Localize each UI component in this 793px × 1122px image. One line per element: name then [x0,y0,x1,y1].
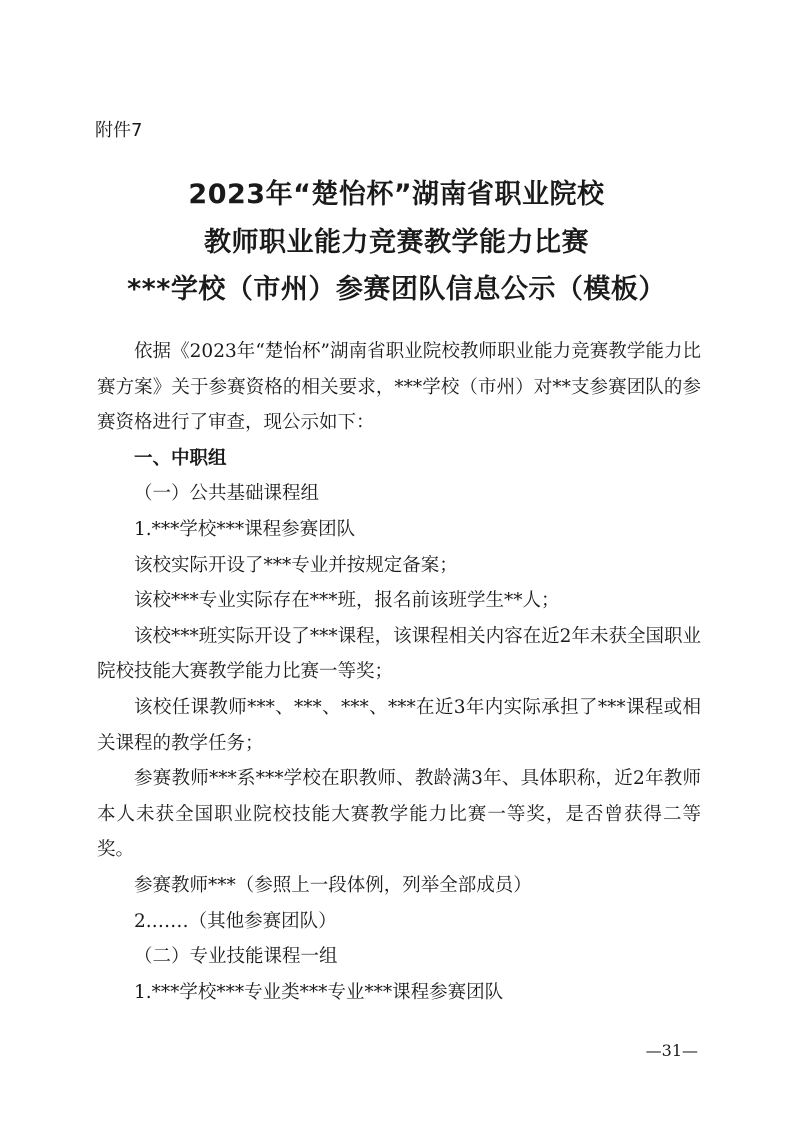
document-title-line-1: 2023年“楚怡杯”湖南省职业院校 [188,179,605,210]
paragraph-other-members: 参赛教师***（参照上一段体例，列举全部成员） [134,874,532,896]
paragraph-course-setup: 该校***班实际开设了***课程，该课程相关内容在近2年未获全国职业院校技能大赛教学能力比赛一等奖； [97,625,701,683]
subsection-heading-professional-skills: （二）专业技能课程一组 [134,946,338,968]
page-number: —31— [645,1041,698,1060]
paragraph-teacher-qualification: 参赛教师***系***学校在职教师、教龄满3年、具体职称，近2年教师本人未获全国职业院校技能大赛教学能力比赛一等奖，是否曾获得二等奖。 [97,768,701,861]
attachment-label: 附件7 [95,120,143,141]
document-title-line-2: 教师职业能力竞赛教学能力比赛 [204,227,589,258]
section-heading-secondary-vocational: 一、中职组 [134,447,227,469]
paragraph-teaching-tasks: 该校任课教师***、***、***、***在近3年内实际承担了***课程或相关课程的教学任务； [97,696,701,754]
intro-paragraph: 依据《2023年“楚怡杯”湖南省职业院校教师职业能力竞赛教学能力比赛方案》关于参赛资格的相关要求，***学校（市州）对**支参赛团队的参赛资格进行了审查，现公示如下： [97,341,701,434]
paragraph-class-existence: 该校***专业实际存在***班，报名前该班学生**人； [134,590,560,612]
document-title-line-3: ***学校（市州）参赛团队信息公示（模板） [127,274,666,305]
document-body [97,334,701,1010]
subsection-heading-public-courses: （一）公共基础课程组 [134,483,320,505]
paragraph-major-setup: 该校实际开设了***专业并按规定备案； [134,554,458,576]
team-heading-others: 2.……（其他参赛团队） [134,910,337,932]
team-heading-1: 1.***学校***课程参赛团队 [134,518,356,540]
team-heading-professional-1: 1.***学校***专业类***专业***课程参赛团队 [134,981,504,1003]
